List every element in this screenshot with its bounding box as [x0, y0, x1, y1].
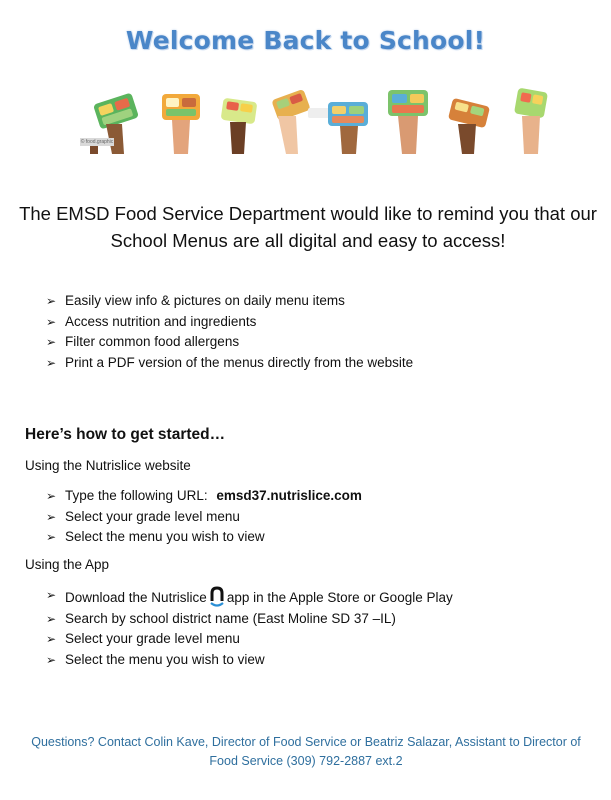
list-item: ➢ Access nutrition and ingredients: [46, 312, 413, 333]
arrow-bullet-icon: ➢: [46, 314, 57, 329]
tray-hand-8: [514, 88, 548, 154]
list-item: ➢ Filter common food allergens: [46, 332, 413, 353]
arrow-bullet-icon: ➢: [46, 632, 57, 646]
arrow-bullet-icon: ➢: [46, 489, 57, 503]
arrow-bullet-icon: ➢: [46, 611, 57, 626]
list-item: ➢ Easily view info & pictures on daily menu items: [46, 291, 413, 312]
list-item: ➢ Select the menu you wish to view: [46, 527, 362, 548]
image-credit: © food.graphic: [80, 139, 114, 145]
list-item: ➢ Type the following URL: emsd37.nutrislice.com: [46, 486, 362, 507]
nutrislice-url-link[interactable]: emsd37.nutrislice.com: [216, 488, 362, 503]
arrow-bullet-icon: ➢: [46, 588, 57, 602]
lunch-trays-banner: [72, 84, 572, 154]
arrow-bullet-icon: ➢: [46, 294, 57, 308]
page-title: Welcome Back to School!: [125, 26, 486, 55]
app-subheading: Using the App: [25, 557, 110, 572]
list-item: ➢ Select your grade level menu: [46, 629, 453, 650]
list-item: ➢ Search by school district name (East Moline SD 37 –IL): [46, 609, 453, 630]
tray-hand-4: [271, 89, 332, 154]
tray-hand-6: [388, 90, 428, 154]
website-steps: [46, 486, 362, 548]
arrow-bullet-icon: ➢: [46, 335, 57, 349]
feature-list: [46, 291, 413, 373]
arrow-bullet-icon: ➢: [46, 355, 57, 370]
contact-footer: Questions? Contact Colin Kave, Director of Food Service or Beatriz Salazar, Assistant to Director of Food Service (309) 792-2887 ext.2: [31, 735, 581, 768]
arrow-bullet-icon: ➢: [46, 652, 57, 667]
list-item: ➢ Select the menu you wish to view: [46, 650, 453, 671]
tray-hand-3: [221, 98, 258, 154]
get-started-heading: Here’s how to get started…: [25, 426, 226, 443]
list-item: ➢ Print a PDF version of the menus directly from the website: [46, 353, 413, 374]
tray-hand-2: [162, 94, 200, 154]
arrow-bullet-icon: ➢: [46, 509, 57, 524]
intro-text: The EMSD Food Service Department would like to remind you that our School Menus are all digital and easy to access!: [19, 203, 597, 251]
tray-hand-7: [448, 98, 490, 154]
website-subheading: Using the Nutrislice website: [25, 458, 191, 473]
list-item: ➢ Download the Nutrislice app in the Apple Store or Google Play: [46, 585, 453, 609]
list-item: ➢ Select your grade level menu: [46, 507, 362, 528]
arrow-bullet-icon: ➢: [46, 530, 57, 544]
nutrislice-logo-icon: [209, 585, 225, 605]
tray-hand-5: [328, 102, 368, 154]
app-steps: [46, 585, 453, 670]
